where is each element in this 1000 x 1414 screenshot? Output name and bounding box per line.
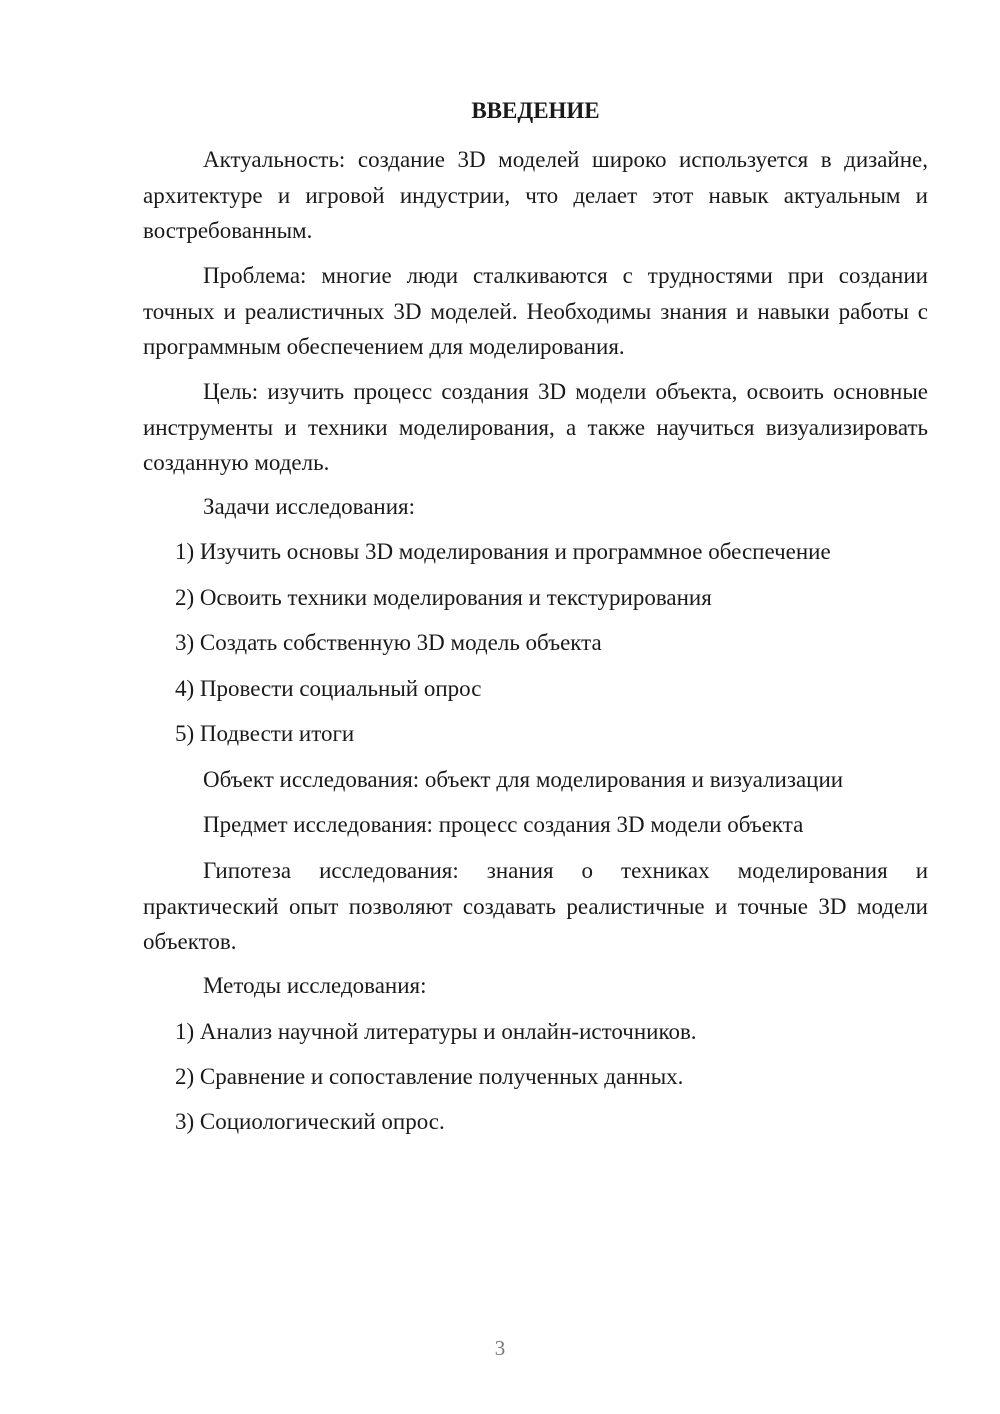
method-item: 1) Анализ научной литературы и онлайн-источников. xyxy=(175,1019,697,1044)
page-number: 3 xyxy=(494,1336,506,1360)
tasks-title: Задачи исследования: xyxy=(203,494,416,519)
methods-title: Методы исследования: xyxy=(203,973,427,998)
method-item: 2) Сравнение и сопоставление полученных данных. xyxy=(175,1064,684,1089)
task-item: 5) Подвести итоги xyxy=(175,721,355,746)
goal-paragraph: Цель: изучить процесс создания 3D модели объекта, освоить основные инструменты и техники моделирования, а также научиться визуализировать созданную модель. xyxy=(143,379,928,475)
relevance-paragraph: Актуальность: создание 3D моделей широко используется в дизайне, архитектуре и игровой индустрии, что делает этот навык актуальным и востребованным. xyxy=(143,147,928,243)
method-item: 3) Социологический опрос. xyxy=(175,1109,445,1134)
task-item: 2) Освоить техники моделирования и текстурирования xyxy=(175,585,712,610)
research-subject: Предмет исследования: процесс создания 3D модели объекта xyxy=(203,812,804,837)
hypothesis-paragraph: Гипотеза исследования: знания о техниках моделирования и практический опыт позволяют создавать реалистичные и точные 3D модели объектов. xyxy=(143,858,928,954)
task-item: 3) Создать собственную 3D модель объекта xyxy=(175,630,602,655)
research-object: Объект исследования: объект для моделирования и визуализации xyxy=(203,767,844,792)
task-item: 4) Провести социальный опрос xyxy=(175,676,482,701)
task-item: 1) Изучить основы 3D моделирования и программное обеспечение xyxy=(175,539,831,564)
problem-paragraph: Проблема: многие люди сталкиваются с трудностями при создании точных и реалистичных 3D моделей. Необходимы знания и навыки работы с программным обеспечением для моделирования. xyxy=(143,263,928,359)
section-heading: ВВЕДЕНИЕ xyxy=(471,98,600,123)
